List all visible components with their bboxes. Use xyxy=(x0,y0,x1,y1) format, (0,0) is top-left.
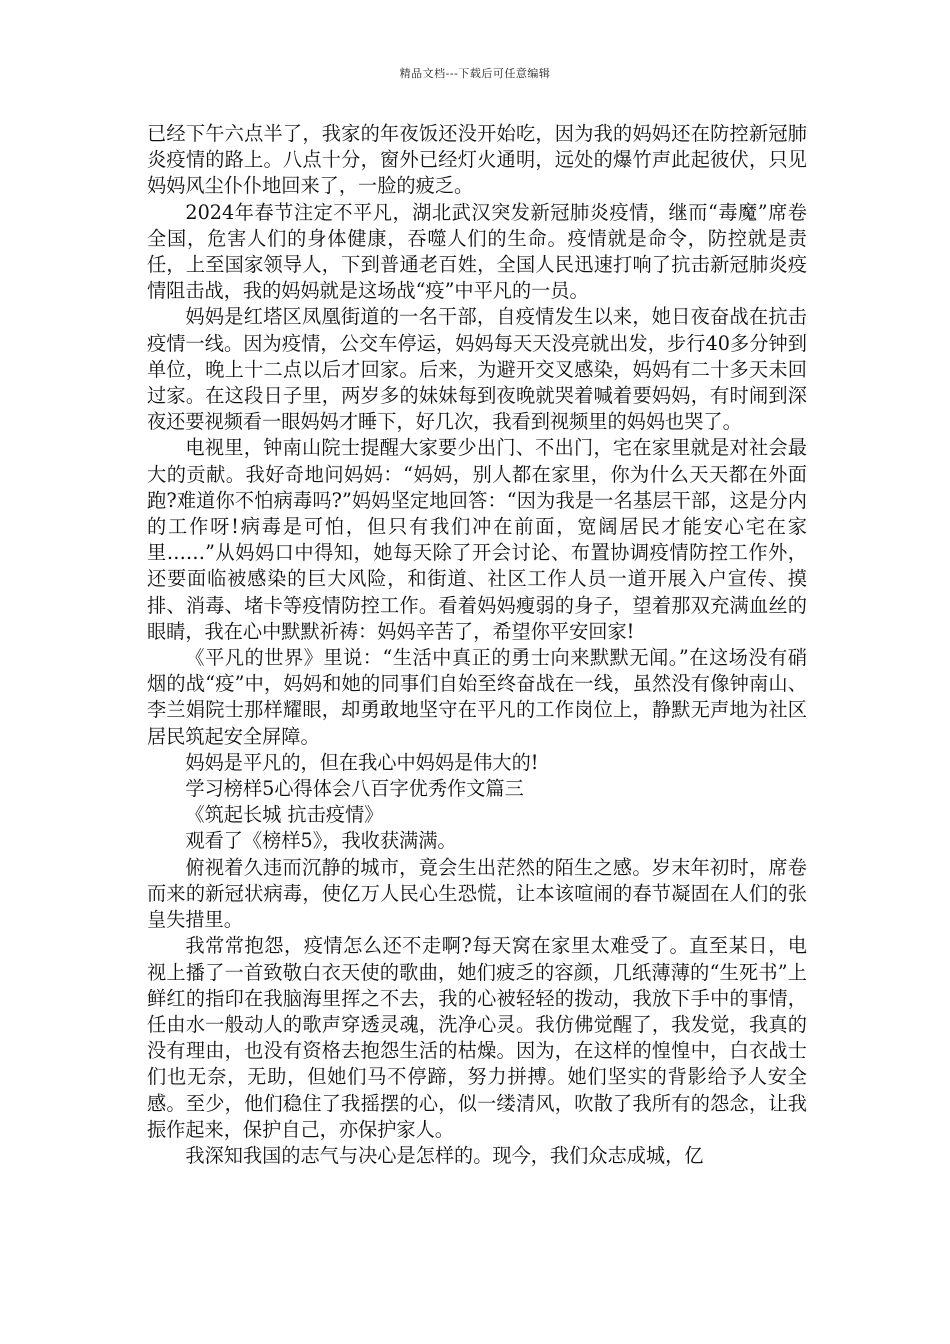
page-header: 精品文档---下载后可任意编辑 xyxy=(399,67,551,80)
paragraph: 已经下午六点半了，我家的年夜饭还没开始吃，因为我的妈妈还在防控新冠肺炎疫情的路上。八点十分，窗外已经灯火通明，远处的爆竹声此起彼伏，只见妈妈风尘仆仆地回来了，一脸的疲乏。 xyxy=(147,122,807,198)
paragraph: 我常常抱怨，疫情怎么还不走啊?每天窝在家里太难受了。直至某日，电视上播了一首致敬白衣天使的歌曲，她们疲乏的容颜，几纸薄薄的“生死书”上鲜红的指印在我脑海里挥之不去，我的心被轻轻的拨动，我放下手中的事情，任由水一般动人的歌声穿透灵魂，洗净心灵。我仿佛觉醒了，我发觉，我真的没有理由，也没有资格去抱怨生活的枯燥。因为，在这样的惶惶中，白衣战士们也无奈，无助，但她们马不停蹄，努力拼搏。她们坚实的背影给予人安全感。至少，他们稳住了我摇摆的心，似一缕清风，吹散了我所有的怨念，让我振作起来，保护自己，亦保护家人。 xyxy=(147,934,807,1141)
paragraph: 俯视着久违而沉静的城市，竟会生出茫然的陌生之感。岁末年初时，席卷而来的新冠状病毒，使亿万人民心生恐慌，让本该喧闹的春节凝固在人们的张皇失措里。 xyxy=(147,855,807,932)
paragraph: 电视里，钟南山院士提醒大家要少出门、不出门，宅在家里就是对社会最大的贡献。我好奇地问妈妈：“妈妈，别人都在家里，你为什么天天都在外面跑?难道你不怕病毒吗?”妈妈坚定地回答：“因为我是一名基层干部，这是分内的工作呀!病毒是可怕，但只有我们冲在前面，宽阔居民才能安心宅在家里……”从妈妈口中得知，她每天除了开会讨论、布置协调疫情防控工作外，还要面临被感染的巨大风险，和街道、社区工作人员一道开展入户宣传、摸排、消毒、堵卡等疫情防控工作。看着妈妈瘦弱的身子，望着那双充满血丝的眼睛，我在心中默默祈祷：妈妈辛苦了，希望你平安回家! xyxy=(147,436,807,643)
paragraph: 妈妈是平凡的，但在我心中妈妈是伟大的! xyxy=(185,750,539,774)
document-body xyxy=(147,121,807,1169)
paragraph: 2024年春节注定不平凡，湖北武汉突发新冠肺炎疫情，继而“毒魔”席卷全国，危害人们的身体健康，吞噬人们的生命。疫情就是命令，防控就是责任，上至国家领导人，下到普通老百姓，全国人民迅速打响了抗击新冠肺炎疫情阻击战，我的妈妈就是这场战“疫”中平凡的一员。 xyxy=(147,200,807,303)
paragraph: 《平凡的世界》里说：“生活中真正的勇士向来默默无闻。”在这场没有硝烟的战“疫”中，妈妈和她的同事们自始至终奋战在一线，虽然没有像钟南山、李兰娟院士那样耀眼，却勇敢地坚守在平凡的工作岗位上，静默无声地为社区居民筑起安全屏障。 xyxy=(147,646,807,748)
article-title: 《筑起长城 抗击疫情》 xyxy=(185,803,384,827)
paragraph: 我深知我国的志气与决心是怎样的。现今，我们众志成城，亿 xyxy=(185,1143,704,1167)
paragraph: 妈妈是红塔区凤凰街道的一名干部，自疫情发生以来，她日夜奋战在抗击疫情一线。因为疫情，公交车停运，妈妈每天天没亮就出发，步行40多分钟到单位，晚上十二点以后才回家。后来，为避开交叉感染，妈妈有二十多天未回过家。在这段日子里，两岁多的妹妹每到夜晚就哭着喊着要妈妈，有时闹到深夜还要视频看一眼妈妈才睡下，好几次，我看到视频里的妈妈也哭了。 xyxy=(147,305,807,434)
paragraph: 观看了《榜样5》，我收获满满。 xyxy=(185,829,457,853)
section-heading: 学习榜样5心得体会八百字优秀作文篇三 xyxy=(185,777,524,801)
